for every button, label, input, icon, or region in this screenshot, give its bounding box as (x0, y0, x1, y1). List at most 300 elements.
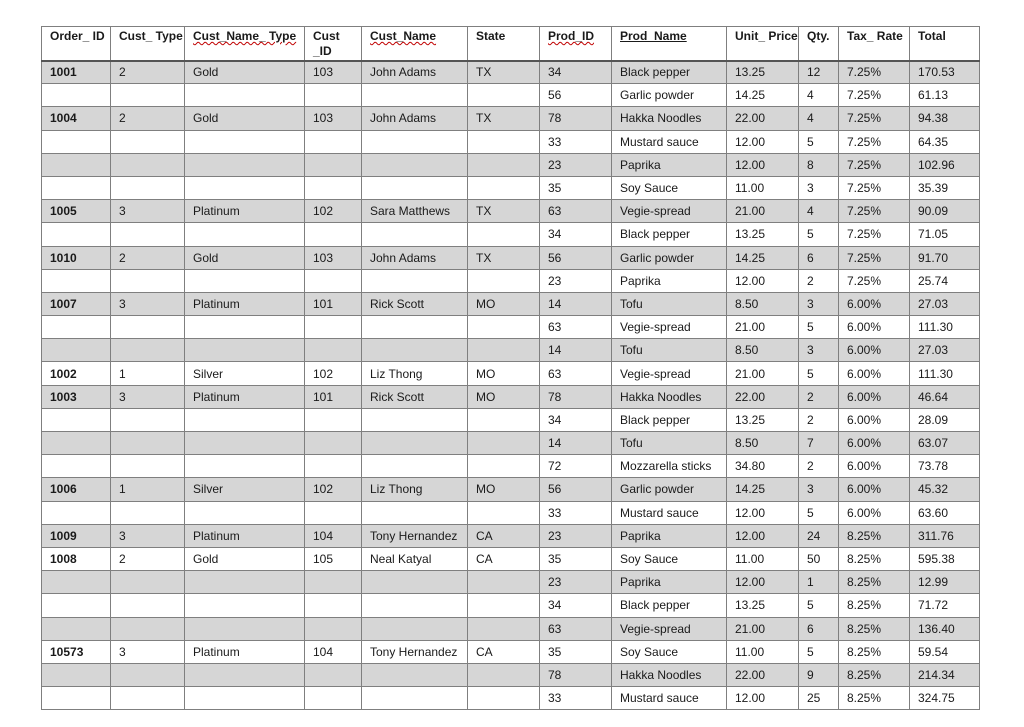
cell-unit-price: 8.50 (727, 432, 799, 455)
cell-state: CA (468, 640, 540, 663)
cell-prod-name: Vegie-spread (612, 617, 727, 640)
column-header-tax-rate (839, 27, 910, 61)
cell-prod-id: 34 (540, 408, 612, 431)
table-row (42, 571, 980, 594)
cell-total: 27.03 (910, 339, 980, 362)
cell-cust-name-type: Platinum (185, 200, 305, 223)
column-header-order-id (42, 27, 111, 61)
cell-cust-name-type: Silver (185, 478, 305, 501)
column-header-cust-id (305, 27, 362, 61)
cell-state: CA (468, 547, 540, 570)
cell-prod-id: 23 (540, 153, 612, 176)
cell-prod-name: Soy Sauce (612, 547, 727, 570)
cell-unit-price: 8.50 (727, 339, 799, 362)
column-header-state (468, 27, 540, 61)
cell-tax-rate: 7.25% (839, 107, 910, 130)
cell-unit-price: 21.00 (727, 362, 799, 385)
cell-cust-type (111, 594, 185, 617)
cell-prod-id: 56 (540, 478, 612, 501)
cell-cust-name-type (185, 455, 305, 478)
table-row (42, 687, 980, 710)
cell-cust-name: Rick Scott (362, 292, 468, 315)
cell-unit-price: 21.00 (727, 200, 799, 223)
cell-total: 111.30 (910, 362, 980, 385)
cell-cust-id (305, 408, 362, 431)
cell-state (468, 339, 540, 362)
column-header-label: Cust_Name_ Type (193, 29, 297, 43)
cell-state (468, 501, 540, 524)
cell-unit-price: 11.00 (727, 547, 799, 570)
table-body (42, 61, 980, 710)
cell-tax-rate: 8.25% (839, 524, 910, 547)
cell-prod-id: 72 (540, 455, 612, 478)
cell-prod-id: 35 (540, 547, 612, 570)
cell-prod-name: Mozzarella sticks (612, 455, 727, 478)
cell-unit-price: 12.00 (727, 130, 799, 153)
cell-cust-id: 104 (305, 524, 362, 547)
cell-cust-name (362, 339, 468, 362)
cell-order-id: 1001 (42, 61, 111, 84)
cell-total: 35.39 (910, 176, 980, 199)
table-row (42, 61, 980, 84)
cell-unit-price: 22.00 (727, 663, 799, 686)
cell-tax-rate: 6.00% (839, 408, 910, 431)
cell-prod-id: 35 (540, 640, 612, 663)
cell-tax-rate: 7.25% (839, 246, 910, 269)
cell-prod-name: Mustard sauce (612, 687, 727, 710)
table-row (42, 246, 980, 269)
cell-cust-name: Neal Katyal (362, 547, 468, 570)
cell-cust-id (305, 617, 362, 640)
cell-cust-name-type (185, 269, 305, 292)
cell-qty: 2 (799, 385, 839, 408)
cell-unit-price: 14.25 (727, 478, 799, 501)
cell-cust-id: 103 (305, 107, 362, 130)
cell-state: MO (468, 292, 540, 315)
cell-total: 61.13 (910, 84, 980, 107)
cell-unit-price: 12.00 (727, 269, 799, 292)
cell-cust-id: 103 (305, 246, 362, 269)
cell-tax-rate: 6.00% (839, 432, 910, 455)
cell-cust-name: Liz Thong (362, 362, 468, 385)
table-row (42, 501, 980, 524)
header-row (42, 27, 980, 61)
cell-unit-price: 22.00 (727, 107, 799, 130)
cell-cust-name (362, 316, 468, 339)
cell-prod-name: Black pepper (612, 223, 727, 246)
table-row (42, 663, 980, 686)
cell-qty: 50 (799, 547, 839, 570)
cell-unit-price: 34.80 (727, 455, 799, 478)
cell-cust-name-type (185, 84, 305, 107)
cell-order-id: 10573 (42, 640, 111, 663)
cell-qty: 25 (799, 687, 839, 710)
cell-cust-id: 101 (305, 292, 362, 315)
cell-cust-id (305, 153, 362, 176)
cell-order-id (42, 316, 111, 339)
cell-cust-type: 3 (111, 385, 185, 408)
cell-unit-price: 14.25 (727, 84, 799, 107)
cell-tax-rate: 6.00% (839, 455, 910, 478)
cell-cust-name (362, 84, 468, 107)
cell-tax-rate: 7.25% (839, 200, 910, 223)
table-row (42, 524, 980, 547)
cell-cust-name-type (185, 687, 305, 710)
cell-cust-id (305, 594, 362, 617)
cell-unit-price: 21.00 (727, 617, 799, 640)
cell-prod-id: 14 (540, 292, 612, 315)
table-row (42, 200, 980, 223)
cell-qty: 4 (799, 107, 839, 130)
cell-qty: 12 (799, 61, 839, 84)
table-row (42, 594, 980, 617)
cell-total: 63.07 (910, 432, 980, 455)
cell-cust-type: 2 (111, 107, 185, 130)
table-row (42, 223, 980, 246)
cell-tax-rate: 6.00% (839, 339, 910, 362)
cell-unit-price: 12.00 (727, 687, 799, 710)
cell-prod-id: 34 (540, 594, 612, 617)
cell-tax-rate: 7.25% (839, 130, 910, 153)
cell-prod-name: Vegie-spread (612, 362, 727, 385)
cell-prod-id: 35 (540, 176, 612, 199)
cell-state: TX (468, 61, 540, 84)
cell-cust-name-type (185, 153, 305, 176)
cell-unit-price: 13.25 (727, 594, 799, 617)
cell-cust-name (362, 594, 468, 617)
cell-tax-rate: 6.00% (839, 362, 910, 385)
column-header-label: Cust_Name (370, 29, 437, 43)
cell-cust-id (305, 84, 362, 107)
cell-cust-id (305, 455, 362, 478)
cell-prod-id: 23 (540, 524, 612, 547)
cell-qty: 4 (799, 84, 839, 107)
cell-cust-type (111, 339, 185, 362)
cell-prod-id: 56 (540, 246, 612, 269)
cell-state (468, 617, 540, 640)
cell-prod-name: Soy Sauce (612, 640, 727, 663)
cell-qty: 2 (799, 269, 839, 292)
cell-cust-name (362, 663, 468, 686)
cell-tax-rate: 8.25% (839, 617, 910, 640)
cell-cust-type (111, 223, 185, 246)
cell-cust-name-type (185, 176, 305, 199)
cell-qty: 6 (799, 617, 839, 640)
cell-cust-name: Rick Scott (362, 385, 468, 408)
cell-tax-rate: 6.00% (839, 385, 910, 408)
cell-qty: 24 (799, 524, 839, 547)
column-header-label: Order_ ID (50, 29, 105, 43)
cell-order-id (42, 617, 111, 640)
cell-qty: 2 (799, 455, 839, 478)
cell-prod-name: Hakka Noodles (612, 385, 727, 408)
cell-tax-rate: 8.25% (839, 663, 910, 686)
cell-prod-id: 34 (540, 61, 612, 84)
cell-qty: 3 (799, 292, 839, 315)
cell-cust-name: Tony Hernandez (362, 524, 468, 547)
cell-cust-name-type (185, 223, 305, 246)
cell-cust-name: John Adams (362, 61, 468, 84)
cell-tax-rate: 6.00% (839, 316, 910, 339)
cell-prod-name: Black pepper (612, 408, 727, 431)
column-header-prod-id (540, 27, 612, 61)
cell-cust-type: 2 (111, 547, 185, 570)
cell-qty: 4 (799, 200, 839, 223)
cell-order-id (42, 571, 111, 594)
cell-tax-rate: 7.25% (839, 176, 910, 199)
table-row (42, 130, 980, 153)
cell-qty: 5 (799, 223, 839, 246)
table-row (42, 153, 980, 176)
cell-state (468, 432, 540, 455)
cell-cust-id: 101 (305, 385, 362, 408)
cell-total: 27.03 (910, 292, 980, 315)
cell-prod-id: 78 (540, 663, 612, 686)
cell-order-id: 1005 (42, 200, 111, 223)
cell-prod-name: Paprika (612, 269, 727, 292)
table-row (42, 385, 980, 408)
cell-cust-type (111, 408, 185, 431)
cell-cust-name: John Adams (362, 107, 468, 130)
cell-cust-name-type (185, 617, 305, 640)
cell-tax-rate: 8.25% (839, 687, 910, 710)
cell-total: 311.76 (910, 524, 980, 547)
cell-prod-name: Soy Sauce (612, 176, 727, 199)
cell-tax-rate: 8.25% (839, 571, 910, 594)
cell-state (468, 594, 540, 617)
cell-cust-name-type: Gold (185, 61, 305, 84)
cell-cust-name-type: Platinum (185, 524, 305, 547)
table-row (42, 362, 980, 385)
cell-cust-id (305, 687, 362, 710)
cell-order-id: 1004 (42, 107, 111, 130)
cell-order-id (42, 84, 111, 107)
cell-unit-price: 11.00 (727, 640, 799, 663)
column-header-prod-name (612, 27, 727, 61)
cell-state: CA (468, 524, 540, 547)
cell-cust-type: 2 (111, 61, 185, 84)
cell-prod-name: Tofu (612, 339, 727, 362)
column-header-label: Total (918, 29, 946, 43)
cell-state (468, 687, 540, 710)
cell-prod-id: 78 (540, 385, 612, 408)
cell-unit-price: 8.50 (727, 292, 799, 315)
cell-order-id (42, 130, 111, 153)
table-row (42, 640, 980, 663)
cell-cust-type (111, 176, 185, 199)
cell-total: 94.38 (910, 107, 980, 130)
cell-order-id (42, 223, 111, 246)
column-header-label: Prod_Name (620, 29, 687, 43)
cell-unit-price: 13.25 (727, 223, 799, 246)
cell-prod-name: Paprika (612, 153, 727, 176)
cell-prod-id: 63 (540, 362, 612, 385)
cell-total: 102.96 (910, 153, 980, 176)
cell-total: 324.75 (910, 687, 980, 710)
cell-qty: 2 (799, 408, 839, 431)
cell-cust-id (305, 339, 362, 362)
cell-state (468, 223, 540, 246)
cell-qty: 3 (799, 339, 839, 362)
cell-state (468, 84, 540, 107)
cell-cust-name-type (185, 339, 305, 362)
cell-cust-type (111, 455, 185, 478)
cell-tax-rate: 6.00% (839, 501, 910, 524)
cell-cust-name (362, 223, 468, 246)
cell-total: 71.72 (910, 594, 980, 617)
cell-cust-id: 102 (305, 478, 362, 501)
cell-prod-name: Black pepper (612, 61, 727, 84)
cell-total: 214.34 (910, 663, 980, 686)
cell-state: MO (468, 478, 540, 501)
cell-state: MO (468, 385, 540, 408)
cell-cust-type: 3 (111, 524, 185, 547)
orders-table-container (41, 26, 979, 710)
table-row (42, 84, 980, 107)
column-header-unit-price (727, 27, 799, 61)
cell-tax-rate: 7.25% (839, 61, 910, 84)
cell-qty: 5 (799, 362, 839, 385)
cell-unit-price: 21.00 (727, 316, 799, 339)
cell-cust-name-type: Platinum (185, 640, 305, 663)
cell-cust-type (111, 153, 185, 176)
column-header-label: State (476, 29, 506, 43)
cell-cust-id (305, 130, 362, 153)
cell-total: 45.32 (910, 478, 980, 501)
column-header-cust-name-type (185, 27, 305, 61)
cell-qty: 6 (799, 246, 839, 269)
cell-order-id: 1002 (42, 362, 111, 385)
table-row (42, 478, 980, 501)
cell-cust-type (111, 269, 185, 292)
cell-qty: 3 (799, 176, 839, 199)
cell-cust-name-type: Platinum (185, 385, 305, 408)
cell-qty: 5 (799, 640, 839, 663)
cell-tax-rate: 6.00% (839, 478, 910, 501)
cell-prod-name: Vegie-spread (612, 316, 727, 339)
cell-total: 136.40 (910, 617, 980, 640)
column-header-total (910, 27, 980, 61)
cell-total: 59.54 (910, 640, 980, 663)
cell-cust-name (362, 432, 468, 455)
cell-prod-name: Hakka Noodles (612, 107, 727, 130)
column-header-label: Cust_ Type (119, 29, 183, 43)
table-row (42, 316, 980, 339)
cell-prod-name: Paprika (612, 571, 727, 594)
table-row (42, 176, 980, 199)
cell-tax-rate: 8.25% (839, 594, 910, 617)
cell-tax-rate: 7.25% (839, 153, 910, 176)
cell-cust-type (111, 617, 185, 640)
cell-cust-type (111, 571, 185, 594)
cell-prod-id: 23 (540, 269, 612, 292)
cell-prod-id: 63 (540, 316, 612, 339)
cell-state: MO (468, 362, 540, 385)
cell-cust-id (305, 501, 362, 524)
cell-total: 25.74 (910, 269, 980, 292)
cell-unit-price: 11.00 (727, 176, 799, 199)
cell-cust-type: 2 (111, 246, 185, 269)
cell-prod-name: Paprika (612, 524, 727, 547)
cell-cust-type (111, 663, 185, 686)
cell-cust-id (305, 176, 362, 199)
cell-prod-id: 23 (540, 571, 612, 594)
cell-cust-name: Sara Matthews (362, 200, 468, 223)
cell-cust-name-type (185, 432, 305, 455)
table-row (42, 617, 980, 640)
cell-total: 46.64 (910, 385, 980, 408)
cell-total: 73.78 (910, 455, 980, 478)
cell-prod-id: 63 (540, 617, 612, 640)
cell-total: 12.99 (910, 571, 980, 594)
cell-order-id (42, 432, 111, 455)
cell-prod-id: 33 (540, 130, 612, 153)
cell-cust-type (111, 501, 185, 524)
cell-cust-type (111, 130, 185, 153)
cell-cust-name-type (185, 663, 305, 686)
column-header-label: Cust _ID (313, 29, 340, 58)
cell-cust-id: 104 (305, 640, 362, 663)
cell-prod-id: 78 (540, 107, 612, 130)
cell-cust-name-type (185, 316, 305, 339)
cell-cust-id (305, 269, 362, 292)
cell-qty: 7 (799, 432, 839, 455)
cell-total: 71.05 (910, 223, 980, 246)
cell-cust-name (362, 176, 468, 199)
cell-tax-rate: 6.00% (839, 292, 910, 315)
cell-cust-type (111, 432, 185, 455)
cell-cust-name (362, 269, 468, 292)
cell-prod-name: Garlic powder (612, 478, 727, 501)
cell-cust-name (362, 687, 468, 710)
cell-cust-name-type: Gold (185, 246, 305, 269)
cell-total: 170.53 (910, 61, 980, 84)
cell-cust-id (305, 223, 362, 246)
cell-cust-id (305, 571, 362, 594)
cell-total: 595.38 (910, 547, 980, 570)
cell-qty: 3 (799, 478, 839, 501)
cell-prod-id: 63 (540, 200, 612, 223)
cell-unit-price: 14.25 (727, 246, 799, 269)
cell-cust-id (305, 432, 362, 455)
column-header-label: Unit_ Price (735, 29, 798, 43)
table-row (42, 339, 980, 362)
cell-prod-name: Mustard sauce (612, 501, 727, 524)
cell-state (468, 408, 540, 431)
cell-cust-type (111, 316, 185, 339)
cell-cust-id (305, 316, 362, 339)
table-row (42, 432, 980, 455)
cell-state (468, 455, 540, 478)
cell-order-id: 1010 (42, 246, 111, 269)
cell-prod-id: 14 (540, 339, 612, 362)
cell-cust-name-type (185, 594, 305, 617)
cell-unit-price: 13.25 (727, 408, 799, 431)
cell-qty: 5 (799, 501, 839, 524)
cell-qty: 5 (799, 316, 839, 339)
cell-unit-price: 13.25 (727, 61, 799, 84)
cell-cust-name (362, 501, 468, 524)
cell-unit-price: 12.00 (727, 571, 799, 594)
cell-cust-name (362, 408, 468, 431)
cell-cust-type: 3 (111, 292, 185, 315)
cell-state (468, 316, 540, 339)
cell-cust-name-type (185, 408, 305, 431)
cell-state (468, 663, 540, 686)
cell-total: 91.70 (910, 246, 980, 269)
column-header-label: Qty. (807, 29, 830, 43)
cell-prod-name: Vegie-spread (612, 200, 727, 223)
